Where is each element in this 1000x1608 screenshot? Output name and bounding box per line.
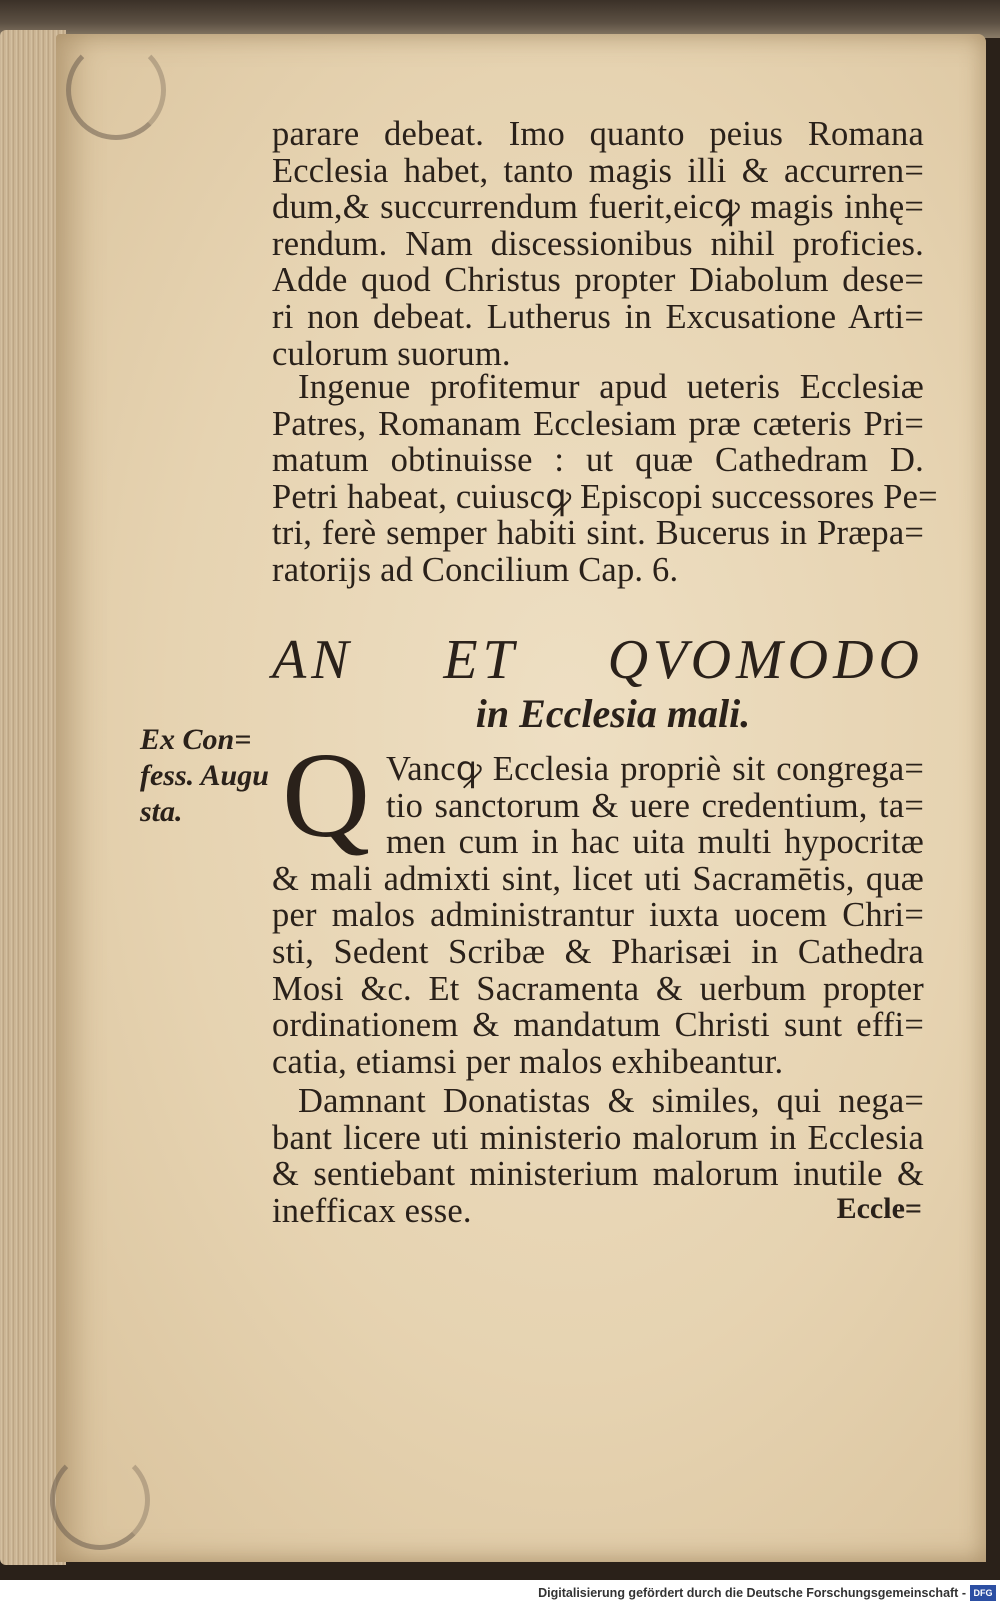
- footer-bar: [0, 1580, 1000, 1608]
- text-line: Petri habeat, cuiuscꝙ Episcopi successores Pe=: [272, 477, 938, 516]
- text-line: Vancꝙ Ecclesia propriè sit congrega=: [386, 750, 924, 788]
- drop-cap: Q: [282, 728, 371, 863]
- clip-mark-bottom-icon: [50, 1450, 150, 1550]
- paragraph-2: [272, 368, 938, 589]
- paragraph-1: [272, 116, 924, 372]
- text-line: bant licere uti ministerio malorum in Ecclesia: [272, 1118, 924, 1157]
- book-top-edge: [0, 0, 1000, 38]
- text-line: culorum suorum.: [272, 334, 511, 373]
- paragraph-4: [272, 1083, 924, 1229]
- text-line: inefficax esse.: [272, 1191, 472, 1230]
- text-line: Patres, Romanam Ecclesiam præ cæteris Pri=: [272, 404, 924, 443]
- text-line: ratorijs ad Concilium Cap. 6.: [272, 550, 679, 589]
- text-line: parare debeat. Imo quanto peius Romana: [272, 115, 924, 153]
- section-heading: AN ET QVOMODO: [272, 629, 924, 691]
- text-line: Damnant Donatistas & similes, qui nega=: [298, 1082, 924, 1120]
- margin-note-line: Ex Con=: [140, 723, 252, 756]
- clip-mark-top-icon: [66, 40, 166, 140]
- text-line: & mali admixti sint, licet uti Sacramētis, quæ: [272, 859, 924, 898]
- text-line: tri, ferè semper habiti sint. Bucerus in Præpa=: [272, 514, 924, 553]
- text-line: Ecclesia habet, tanto magis illi & accurren=: [272, 151, 924, 190]
- text-line: per malos administrantur iuxta uocem Chri=: [272, 896, 924, 935]
- text-line: Ingenue profitemur apud ueteris Ecclesiæ: [298, 368, 924, 406]
- funding-credit: Digitalisierung gefördert durch die Deutsche Forschungsgemeinschaft -: [538, 1586, 966, 1600]
- margin-note-line: fess. Augu: [140, 759, 269, 792]
- text-line: ri non debeat. Lutherus in Excusatione Arti=: [272, 297, 924, 336]
- paragraph-3: [272, 751, 924, 1080]
- text-line: tio sanctorum & uere credentium, ta=: [386, 786, 924, 825]
- section-subheading: in Ecclesia mali.: [475, 691, 751, 736]
- text-line: & sentiebant ministerium malorum inutile &: [272, 1155, 924, 1194]
- text-line: matum obtinuisse : ut quæ Cathedram D.: [272, 441, 924, 480]
- text-line: ordinationem & mandatum Christi sunt effi=: [272, 1006, 924, 1045]
- margin-note: [140, 722, 270, 830]
- text-line: men cum in hac uita multi hypocritæ: [386, 823, 924, 862]
- text-line: catia, etiamsi per malos exhibeantur.: [272, 1042, 784, 1081]
- text-line: sti, Sedent Scribæ & Pharisæi in Cathedra: [272, 932, 924, 971]
- margin-note-line: sta.: [140, 795, 183, 828]
- text-line: Adde quod Christus propter Diabolum dese=: [272, 261, 924, 300]
- text-line: dum,& succurrendum fuerit,eicꝙ magis inhę=: [272, 188, 924, 227]
- dfg-logo: DFG: [970, 1585, 996, 1601]
- text-line: Mosi &c. Et Sacramenta & uerbum propter: [272, 969, 924, 1008]
- catchword: Eccle=: [836, 1192, 922, 1225]
- text-line: rendum. Nam discessionibus nihil proficies.: [272, 224, 924, 263]
